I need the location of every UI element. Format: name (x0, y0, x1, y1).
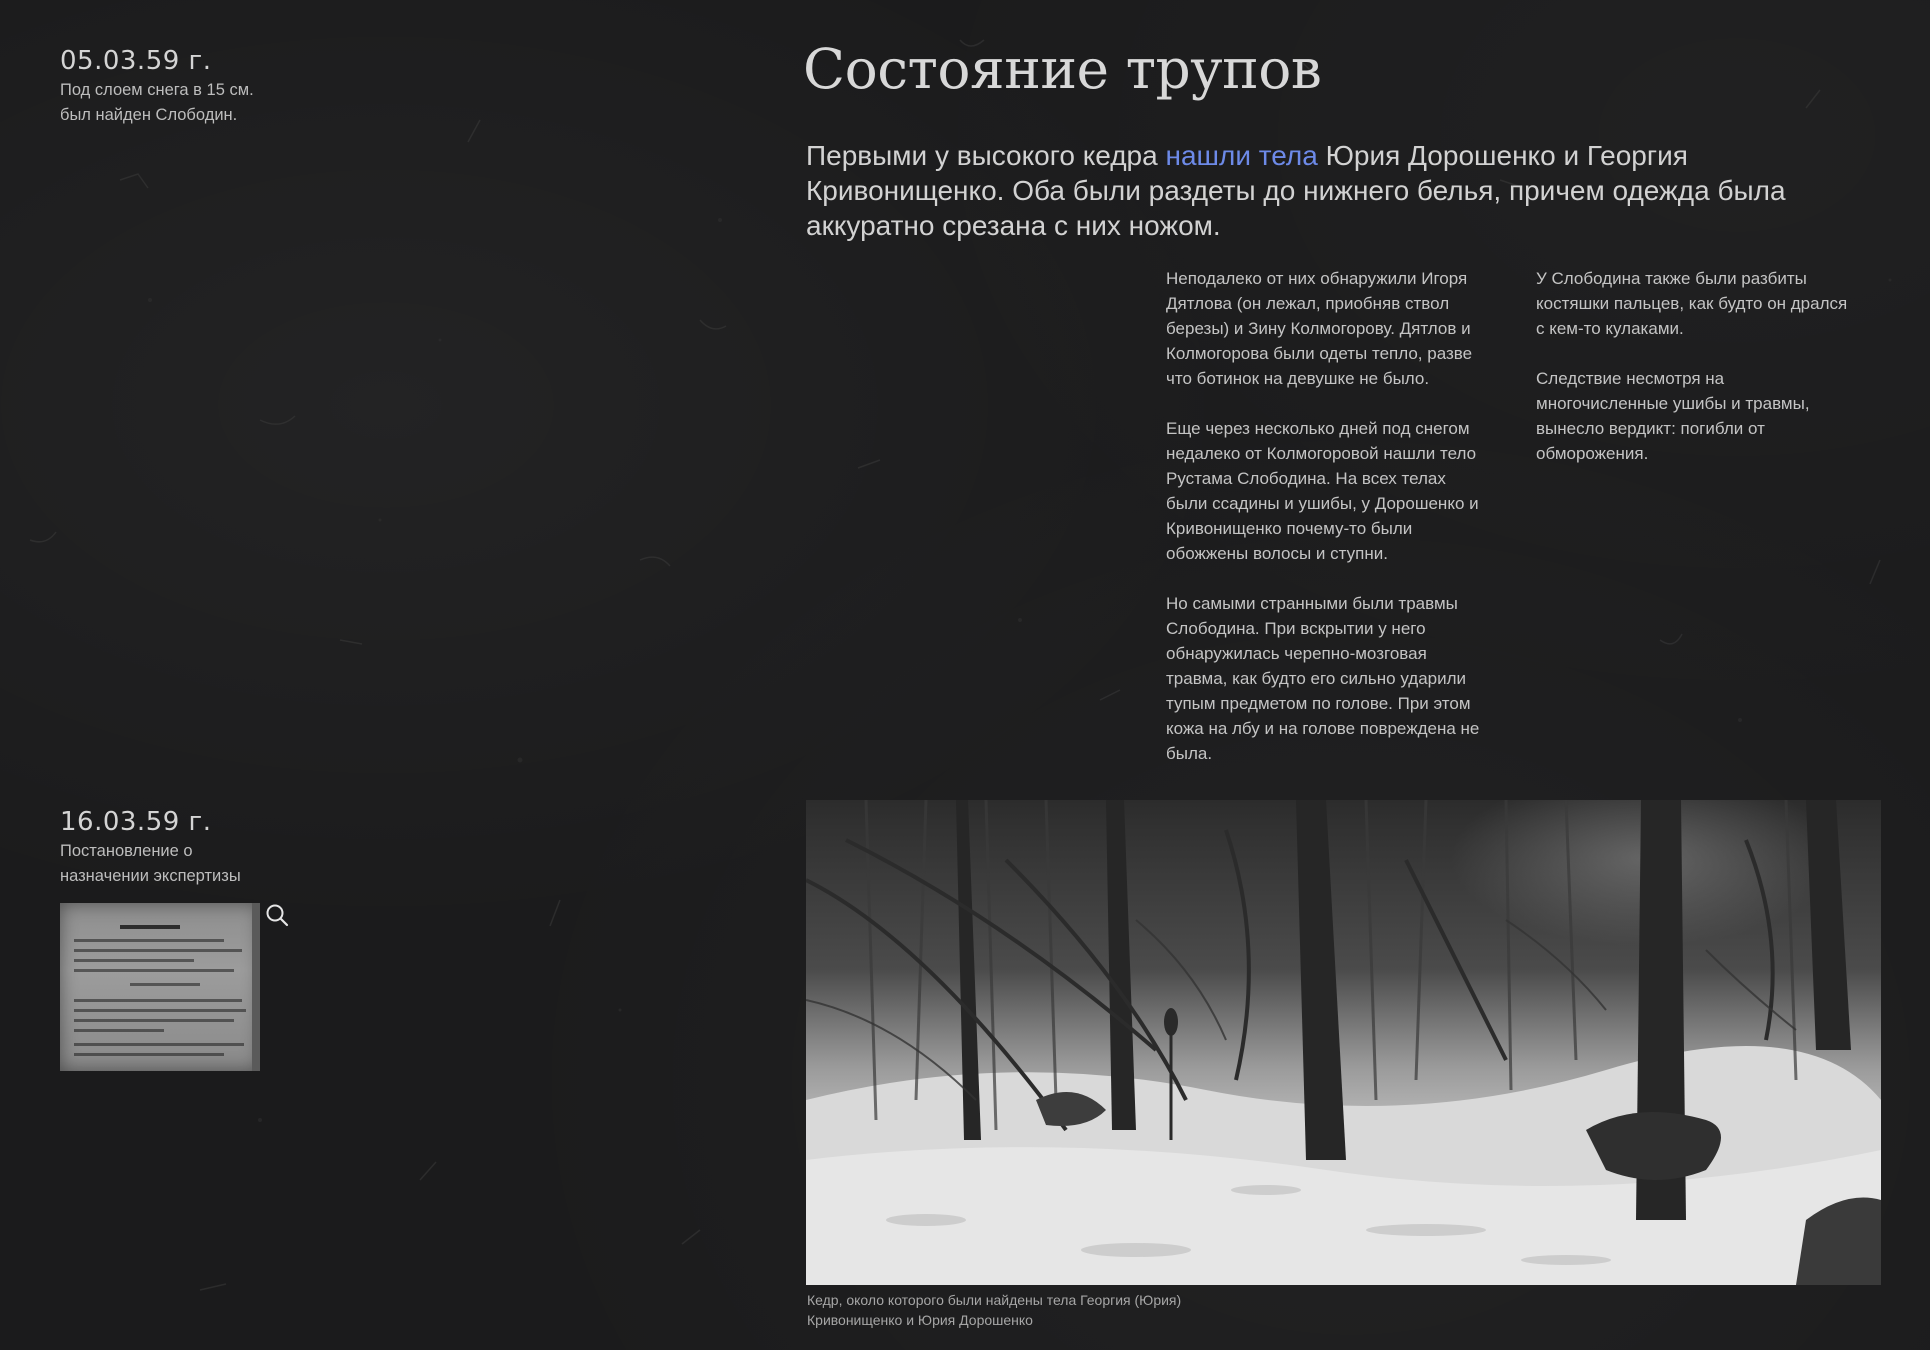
forest-photo (806, 800, 1881, 1285)
timeline-date: 16.03.59 г. (60, 807, 212, 837)
timeline-text-line: назначении экспертизы (60, 867, 241, 885)
timeline-entry (60, 46, 290, 128)
document-heading-mark (120, 925, 180, 929)
timeline-entry (60, 807, 290, 889)
timeline-text-line: был найден Слободин. (60, 106, 238, 124)
paragraph: Неподалеко от них обнаружили Игоря Дятлова (он лежал, приобняв ствол березы) и Зину Колмогорову. Дятлов и Колмогорова были одеты тепло, разве что ботинок на девушке не было. (1166, 269, 1473, 388)
timeline-text (60, 78, 290, 128)
paragraph: Еще через несколько дней под снегом недалеко от Колмогоровой нашли тело Рустама Слободина. На всех телах были ссадины и ушибы, у Дорошенко и Кривонищенко почему-то были обожжены волосы и ступни. (1166, 419, 1479, 563)
paragraph: Следствие несмотря на многочисленные ушибы и травмы, вынесло вердикт: погибли от обморожения. (1536, 369, 1810, 463)
timeline-text (60, 839, 290, 889)
paragraph: У Слободина также были разбиты костяшки пальцев, как будто он дрался с кем-то кулаками. (1536, 269, 1848, 338)
caption-line: Кривонищенко и Юрия Дорошенко (807, 1312, 1033, 1328)
lead-text: Юрия Дорошенко и Георгия Кривонищенко. Оба были раздеты до нижнего белья, причем одежда была аккуратно срезана с них ножом. (806, 140, 1786, 241)
article-column-1 (1166, 266, 1486, 791)
photo-caption (807, 1290, 1227, 1330)
timeline-text-line: Постановление о (60, 842, 193, 860)
lead-paragraph (806, 138, 1826, 243)
bodies-found-link[interactable]: нашли тела (1165, 140, 1318, 171)
paragraph: Но самыми странными были травмы Слободина. При вскрытии у него обнаружилась черепно-мозговая травма, как будто его сильно ударили тупым предметом по голове. При этом кожа на лбу и на голове повреждена не была. (1166, 594, 1480, 763)
search-icon[interactable] (265, 903, 289, 927)
timeline-date: 05.03.59 г. (60, 46, 212, 76)
timeline-text-line: Под слоем снега в 15 см. (60, 81, 254, 99)
lead-text: Первыми у высокого кедра (806, 140, 1166, 171)
article-column-2 (1536, 266, 1856, 491)
document-thumbnail[interactable] (60, 903, 260, 1071)
page-title: Состояние трупов (803, 37, 1322, 101)
caption-line: Кедр, около которого были найдены тела Георгия (Юрия) (807, 1292, 1182, 1308)
